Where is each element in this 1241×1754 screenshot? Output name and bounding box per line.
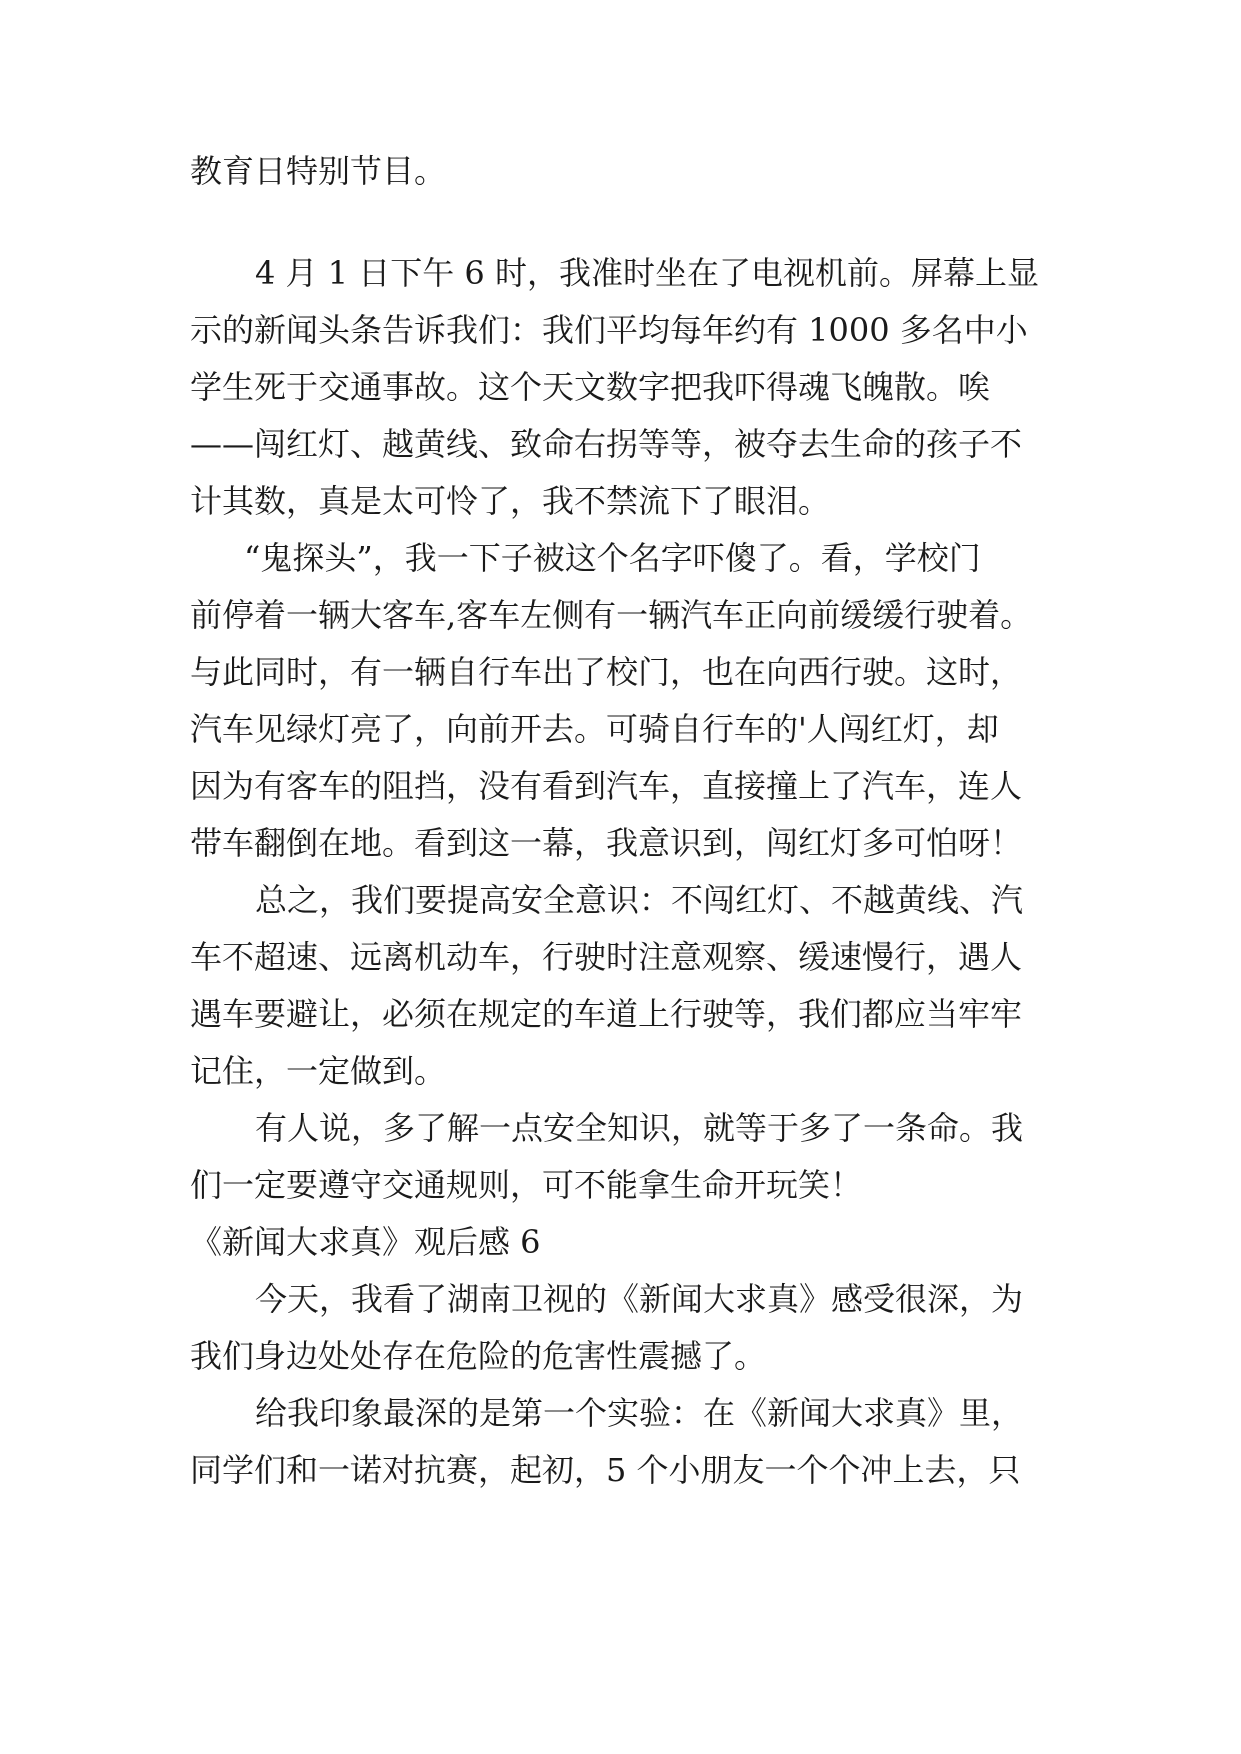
text-line: 学生死于交通事故。这个天文数字把我吓得魂飞魄散。唉 (190, 368, 991, 406)
text-line: 汽车见绿灯亮了，向前开去。可骑自行车的'人闯红灯，却 (190, 710, 999, 748)
text-line: 们一定要遵守交通规则，可不能拿生命开玩笑！ (190, 1166, 863, 1204)
text-line: 我们身边处处存在危险的危害性震撼了。 (190, 1337, 767, 1375)
text-line: 带车翻倒在地。看到这一幕，我意识到，闯红灯多可怕呀！ (190, 824, 1023, 862)
text-line: 记住，一定做到。 (190, 1052, 447, 1090)
text-line: 4 月 1 日下午 6 时，我准时坐在了电视机前。屏幕上显 (255, 254, 1039, 292)
text-line: 因为有客车的阻挡，没有看到汽车，直接撞上了汽车，连人 (190, 767, 1023, 805)
text-line: 今天，我看了湖南卫视的《新闻大求真》感受很深，为 (255, 1280, 1024, 1318)
text-line: 同学们和一诺对抗赛，起初，5 个小朋友一个个冲上去，只 (190, 1451, 1021, 1489)
text-line: 给我印象最深的是第一个实验：在《新闻大求真》里， (255, 1394, 1024, 1432)
text-line: ——闯红灯、越黄线、致命右拐等等，被夺去生命的孩子不 (190, 425, 1023, 463)
text-line: 遇车要避让，必须在规定的车道上行驶等，我们都应当牢牢 (190, 995, 1023, 1033)
text-line: “鬼探头”，我一下子被这个名字吓傻了。看，学校门 (244, 539, 981, 577)
text-line: 总之，我们要提高安全意识：不闯红灯、不越黄线、汽 (255, 881, 1024, 919)
text-line: 教育日特别节目。 (190, 152, 447, 190)
text-line: 与此同时，有一辆自行车出了校门，也在向西行驶。这时， (190, 653, 1023, 691)
text-line: 示的新闻头条告诉我们：我们平均每年约有 1000 多名中小 (190, 311, 1028, 349)
text-line: 前停着一辆大客车,客车左侧有一辆汽车正向前缓缓行驶着。 (190, 596, 1033, 634)
text-line: 车不超速、远离机动车，行驶时注意观察、缓速慢行，遇人 (190, 938, 1023, 976)
section-heading: 《新闻大求真》观后感 6 (190, 1223, 541, 1261)
text-line: 计其数，真是太可怜了，我不禁流下了眼泪。 (190, 482, 831, 520)
text-line: 有人说，多了解一点安全知识，就等于多了一条命。我 (255, 1109, 1024, 1147)
